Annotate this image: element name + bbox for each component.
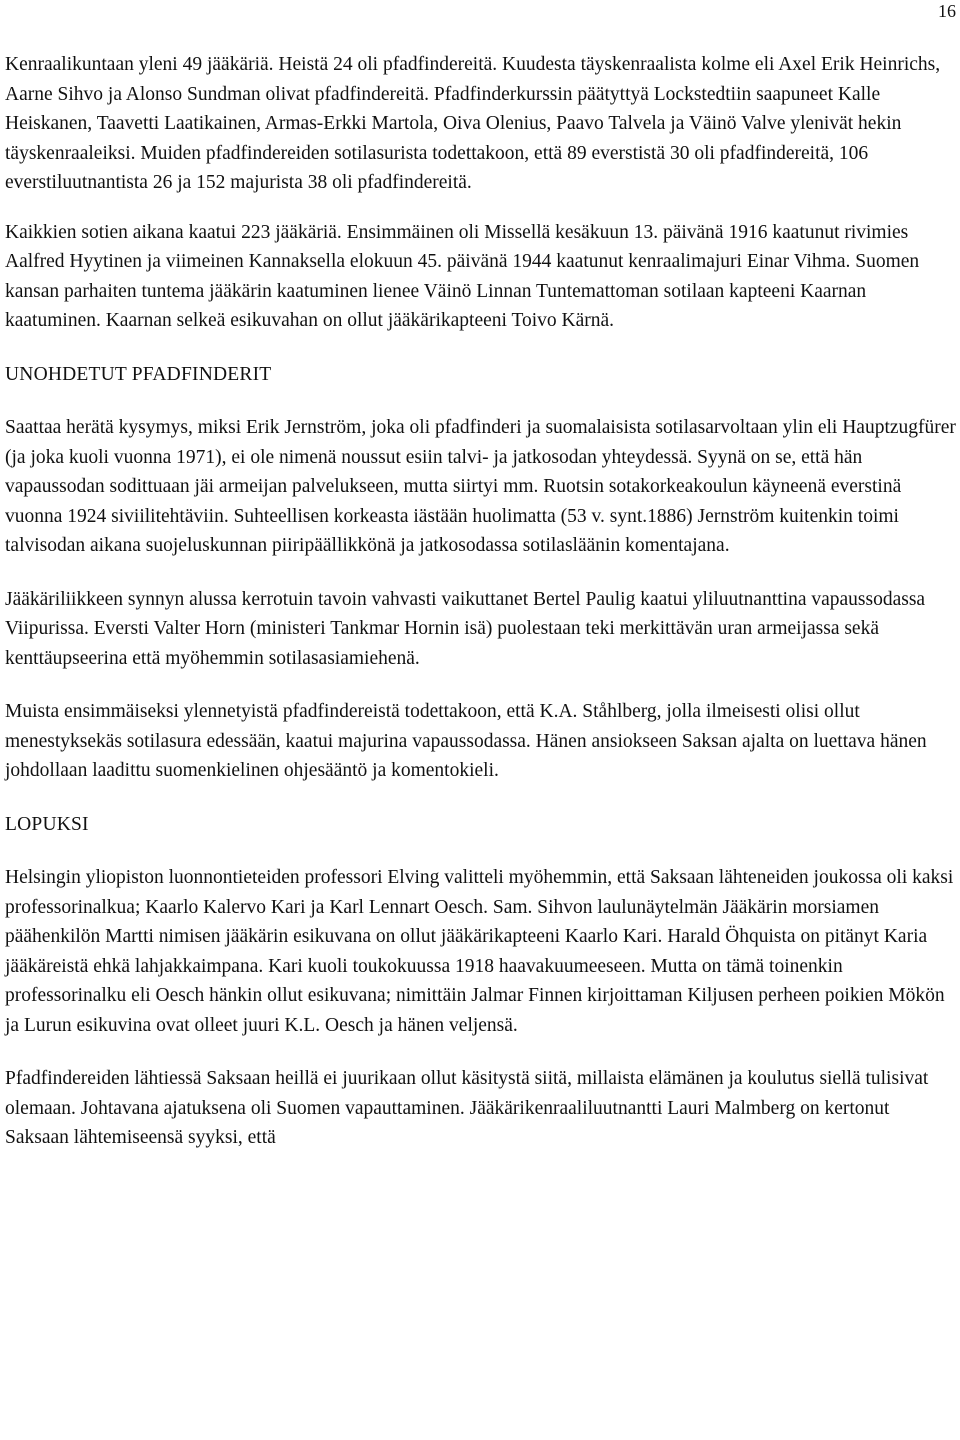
paragraph-departure: Pfadfindereiden lähtiessä Saksaan heillä ei juurikaan ollut käsitystä siitä, millaista elämänen ja koulutus siellä tulisivat olemaan. Johtavana ajatuksena oli Suomen vapauttaminen. Jääkärikenraaliluutnantti Lauri Malmberg on kertonut Saksaan lähtemiseensä syyksi, että: [5, 1068, 929, 1148]
section-heading-conclusion: LOPUKSI: [5, 813, 89, 835]
paragraph-spacer: [5, 839, 957, 863]
paragraph-casualties: Kaikkien sotien aikana kaatui 223 jääkäriä. Ensimmäinen oli Missellä kesäkuun 13. päivänä 1916 kaatunut rivimies Aalfred Hyytinen ja viimeinen Kannaksella elokuun 45. päivänä 1944 kaatunut kenraalimajuri Einar Vihma. Suomen kansan parhaiten tuntema jääkärin kaatuminen lienee Väinö Linnan Tuntemattoman sotilaan kapteeni Kaarnan kaatuminen. Kaarnan selkeä esikuvahan on ollut jääkärikapteeni Toivo Kärnä.: [5, 221, 920, 331]
paragraph-spacer: [5, 1040, 957, 1064]
paragraph-jernstrom: Saattaa herätä kysymys, miksi Erik Jernström, joka oli pfadfinderi ja suomalaisista sotilasarvoltaan ylin eli Hauptzugfürer (ja joka kuoli vuonna 1971), ei ole nimenä noussut esiin talvi- ja jatkosodan yhteydessä. Syynä on se, että hän vapaussodan sodittuaan jäi armeijan palvelukseen, mutta siirtyi mm. Ruotsin sotakorkeakoulun käyneenä everstinä vuonna 1924 siviilitehtäviin. Suhteellisen korkeasta iästään huolimatta (53 v. synt.1886) Jernström kuitenkin toimi talvisodan aikana suojeluskunnan piiripäällikkönä ja jatkosodassa sotilasläänin komentajana.: [5, 417, 956, 556]
paragraph-generals: Kenraalikuntaan yleni 49 jääkäriä. Heistä 24 oli pfadfindereitä. Kuudesta täyskenraalista kolme eli Axel Erik Heinrichs, Aarne Sihvo ja Alonso Sundman olivat pfadfindereitä. Pfadfinderkurssin päätyttyä Lockstedtiin saapuneet Kalle Heiskanen, Taavetti Laatikainen, Armas-Erkki Martola, Oiva Olenius, Paavo Talvela ja Väinö Valve ylenivät hekin täyskenraaleiksi. Muiden pfadfindereiden sotilasurista todettakoon, että 89 everstistä 30 oli pfadfindereitä, 106 everstiluutnantista 26 ja 152 majurista 38 oli pfadfindereitä.: [5, 54, 941, 193]
paragraph-spacer: [5, 389, 957, 413]
paragraph-spacer: [5, 673, 957, 697]
section-heading-forgotten: UNOHDETUT PFADFINDERIT: [5, 363, 272, 385]
paragraph-professors: Helsingin yliopiston luonnontieteiden professori Elving valitteli myöhemmin, että Saksaan lähteneiden joukossa oli kaksi professorinalkua; Kaarlo Kalervo Kari ja Karl Lennart Oesch. Sam. Sihvon laulunäytelmän Jääkärin morsiamen päähenkilön Martti nimisen jääkärin esikuvana on ollut jääkärikapteeni Kaarlo Kari. Harald Öhquista on pitänyt Karia jääkäreistä ehkä lahjakkaimpana. Kari kuoli toukokuussa 1918 haavakuumeeseen. Mutta on tämä toinenkin professorinalku eli Oesch hänkin ollut esikuvana; nimittäin Jalmar Finnen kirjoittaman Kiljusen perheen poikien Mökön ja Lurun esikuvina ovat olleet juuri K.L. Oesch ja hänen veljensä.: [5, 867, 954, 1036]
document-body: [5, 50, 957, 1153]
paragraph-spacer: [5, 786, 957, 810]
page-number: 16: [938, 1, 956, 21]
paragraph-spacer: [5, 198, 957, 218]
paragraph-spacer: [5, 336, 957, 360]
paragraph-stahlberg: Muista ensimmäiseksi ylennetyistä pfadfindereistä todettakoon, että K.A. Ståhlberg, jolla ilmeisesti olisi ollut menestyksekäs sotilasura edessään, kaatui majurina vapaussodassa. Hänen ansiokseen Saksan ajalta on luettava hänen johdollaan laadittu suomenkielinen ohjesääntö ja komentokieli.: [5, 701, 927, 781]
paragraph-spacer: [5, 561, 957, 585]
paragraph-paulig-horn: Jääkäriliikkeen synnyn alussa kerrotuin tavoin vahvasti vaikuttanet Bertel Paulig kaatui yliluutnanttina vapaussodassa Viipurissa. Eversti Valter Horn (ministeri Tankmar Hornin isä) puolestaan teki merkittävän uran armeijassa sekä kenttäupseerina että myöhemmin sotilasasiamiehenä.: [5, 588, 926, 669]
